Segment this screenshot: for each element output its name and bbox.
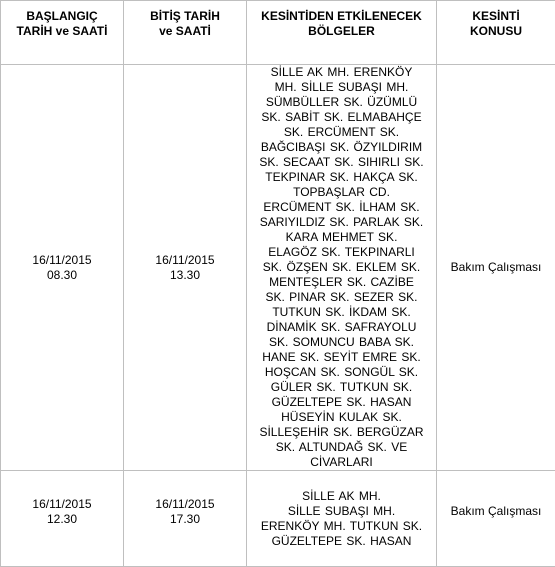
header-topic-line2: KONUSU (437, 24, 555, 39)
region-line: SK. ALTUNDAĞ SK. VE (247, 440, 436, 455)
header-start-line1: BAŞLANGIÇ (1, 9, 123, 24)
header-end-line2: ve SAATİ (124, 24, 246, 39)
region-line: ELAGÖZ SK. TEKPINARLI (247, 245, 436, 260)
end-cell (124, 65, 247, 471)
region-line: SARIYILDIZ SK. PARLAK SK. (247, 215, 436, 230)
end-time: 17.30 (124, 512, 246, 527)
region-line: HÜSEYİN KULAK SK. (247, 410, 436, 425)
region-line: CİVARLARI (247, 455, 436, 470)
start-cell (1, 471, 124, 567)
end-date: 16/11/2015 (124, 497, 246, 512)
header-regions-line2: BÖLGELER (247, 24, 436, 39)
region-line: KARA MEHMET SK. (247, 230, 436, 245)
topic-cell: Bakım Çalışması (437, 471, 555, 567)
region-line: ERENKÖY MH. TUTKUN SK. (247, 519, 436, 534)
region-line: SİLLE AK MH. ERENKÖY (247, 65, 436, 80)
table-row (1, 65, 555, 471)
region-line: DİNAMİK SK. SAFRAYOLU (247, 320, 436, 335)
region-line: BAĞCIBAŞI SK. ÖZYILDIRIM (247, 140, 436, 155)
region-line: GÜZELTEPE SK. HASAN (247, 534, 436, 549)
region-line: MENTEŞLER SK. CAZİBE (247, 275, 436, 290)
region-line: SK. ERCÜMENT SK. (247, 125, 436, 140)
end-cell (124, 471, 247, 567)
header-topic-line1: KESİNTİ (437, 9, 555, 24)
topic-cell: Bakım Çalışması (437, 65, 555, 471)
region-line: SİLLE SUBAŞI MH. (247, 504, 436, 519)
header-regions (247, 1, 437, 65)
header-end-line1: BİTİŞ TARİH (124, 9, 246, 24)
header-row (1, 1, 555, 65)
start-date: 16/11/2015 (1, 497, 123, 512)
table-row (1, 471, 555, 567)
region-line: TUTKUN SK. İKDAM SK. (247, 305, 436, 320)
region-line: HANE SK. SEYİT EMRE SK. (247, 350, 436, 365)
region-line: GÜZELTEPE SK. HASAN (247, 395, 436, 410)
region-line: HOŞCAN SK. SONGÜL SK. (247, 365, 436, 380)
end-date: 16/11/2015 (124, 253, 246, 268)
region-lines (247, 65, 436, 470)
header-topic (437, 1, 555, 65)
region-line: GÜLER SK. TUTKUN SK. (247, 380, 436, 395)
region-line: SİLLEŞEHİR SK. BERGÜZAR (247, 425, 436, 440)
region-line: SÜMBÜLLER SK. ÜZÜMLÜ (247, 95, 436, 110)
region-line: SK. SABİT SK. ELMABAHÇE (247, 110, 436, 125)
region-line: MH. SİLLE SUBAŞI MH. (247, 80, 436, 95)
region-line: SK. PINAR SK. SEZER SK. (247, 290, 436, 305)
region-line: SK. ÖZŞEN SK. EKLEM SK. (247, 260, 436, 275)
header-regions-line1: KESİNTİDEN ETKİLENECEK (247, 9, 436, 24)
start-time: 08.30 (1, 268, 123, 283)
region-line: TOPBAŞLAR CD. (247, 185, 436, 200)
region-cell (247, 65, 437, 471)
start-time: 12.30 (1, 512, 123, 527)
end-time: 13.30 (124, 268, 246, 283)
region-line: ERCÜMENT SK. İLHAM SK. (247, 200, 436, 215)
region-line: TEKPINAR SK. HAKÇA SK. (247, 170, 436, 185)
start-date: 16/11/2015 (1, 253, 123, 268)
region-line: SİLLE AK MH. (247, 489, 436, 504)
start-cell (1, 65, 124, 471)
header-start (1, 1, 124, 65)
region-line: SK. SOMUNCU BABA SK. (247, 335, 436, 350)
region-line: SK. SECAAT SK. SIHIRLI SK. (247, 155, 436, 170)
header-start-line2: TARİH ve SAATİ (1, 24, 123, 39)
region-lines (247, 489, 436, 549)
header-end (124, 1, 247, 65)
region-cell (247, 471, 437, 567)
